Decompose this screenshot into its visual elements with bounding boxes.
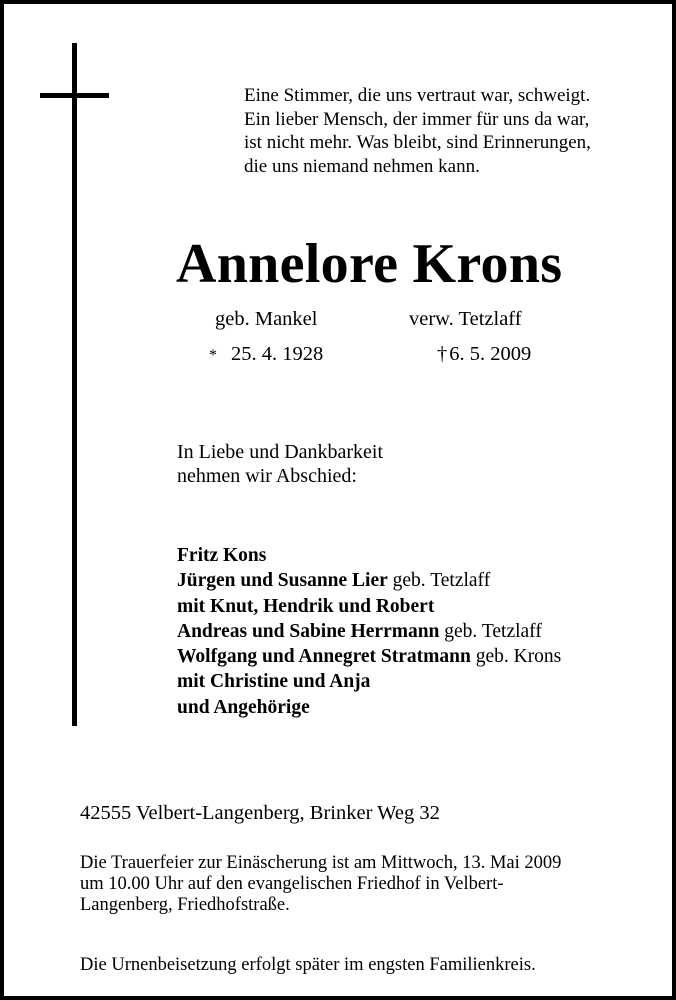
maiden-name: geb. Mankel	[215, 308, 318, 330]
memorial-quote	[244, 84, 591, 178]
intro-line: nehmen wir Abschied:	[177, 465, 357, 487]
deceased-name: Annelore Krons	[176, 233, 563, 295]
quote-line: die uns niemand nehmen kann.	[244, 155, 480, 177]
death-cross-icon: †	[437, 343, 448, 365]
family-member: Jürgen und Susanne Lier geb. Tetzlaff	[177, 570, 491, 592]
family-member: Fritz Kons	[177, 545, 267, 566]
family-address: 42555 Velbert-Langenberg, Brinker Weg 32	[80, 802, 440, 824]
farewell-intro	[177, 440, 383, 488]
widowed-name: verw. Tetzlaff	[409, 308, 522, 330]
ceremony-line: Die Trauerfeier zur Einäscherung ist am Mittwoch, 13. Mai 2009	[80, 853, 562, 873]
family-member: mit Christine und Anja	[177, 671, 371, 693]
ceremony-line: Langenberg, Friedhofstraße.	[80, 895, 290, 915]
quote-line: Eine Stimmer, die uns vertraut war, schweigt.	[244, 85, 591, 106]
family-member: Wolfgang und Annegret Stratmann geb. Krons	[177, 646, 562, 668]
quote-line: ist nicht mehr. Was bleibt, sind Erinnerungen,	[244, 132, 591, 153]
family-list	[177, 543, 561, 720]
cross-vertical-bar	[72, 43, 77, 726]
birth-date: 25. 4. 1928	[231, 343, 324, 365]
cross-horizontal-bar	[40, 93, 109, 98]
quote-line: Ein lieber Mensch, der immer für uns da war,	[244, 108, 590, 130]
intro-line: In Liebe und Dankbarkeit	[177, 441, 384, 463]
birth-star-icon: *	[209, 347, 217, 364]
death-date: 6. 5. 2009	[449, 343, 532, 365]
burial-info: Die Urnenbeisetzung erfolgt später im engsten Familienkreis.	[80, 955, 536, 975]
family-member: und Angehörige	[177, 696, 310, 718]
ceremony-line: um 10.00 Uhr auf den evangelischen Friedhof in Velbert-	[80, 874, 504, 894]
family-member: mit Knut, Hendrik und Robert	[177, 595, 435, 617]
ceremony-info	[80, 853, 561, 916]
death-line	[437, 343, 531, 366]
family-member: Andreas und Sabine Herrmann geb. Tetzlaff	[177, 620, 542, 642]
birth-line	[209, 343, 323, 366]
